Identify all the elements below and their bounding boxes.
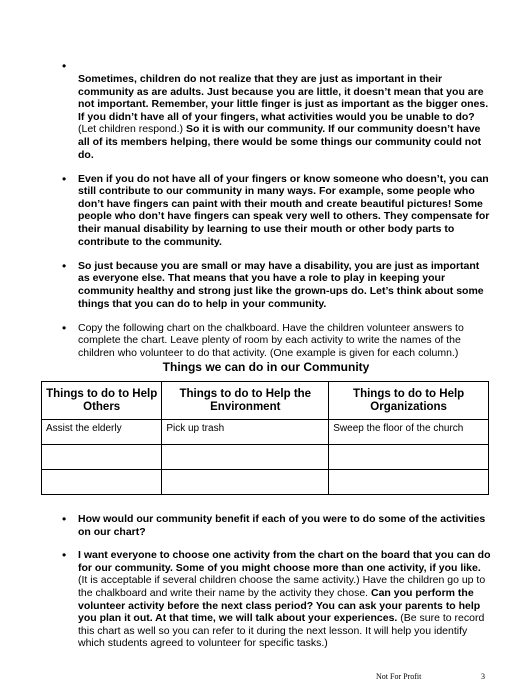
bullet-icon: • xyxy=(62,258,67,273)
instruction-list-bottom xyxy=(0,513,532,661)
text-segment: How would our community benefit if each of you were to do some of the activities on our chart? xyxy=(78,513,486,538)
text-segment: (It is acceptable if several children choose the same activity.) Have the children go up to the chalkboard and write their name by the activity they chose. xyxy=(78,574,486,599)
table-cell: Assist the elderly xyxy=(42,420,162,445)
text-segment: (Let children respond.) xyxy=(78,123,184,136)
list-item xyxy=(0,173,532,249)
table-cell: Pick up trash xyxy=(162,420,329,445)
table-header-row xyxy=(42,382,489,420)
community-activities-table xyxy=(41,381,489,495)
table-cell xyxy=(162,470,329,495)
text-segment: So it is with our community. If our community doesn’t have all of its members helping, there would be some things our community could not do. xyxy=(78,123,482,161)
text-segment: Copy the following chart on the chalkboard. Have the children volunteer answers to complete the chart. Leave plenty of room by each activity to write the names of the children who volunteer to do that activity. (One example is given for each column.) xyxy=(78,321,464,359)
page-number: 3 xyxy=(481,672,485,681)
table-row xyxy=(42,470,489,495)
column-header-others: Things to do to Help Others xyxy=(42,382,162,420)
instruction-list-top xyxy=(0,60,532,371)
column-header-organizations: Things to do to Help Organizations xyxy=(329,382,489,420)
bullet-icon: • xyxy=(62,171,67,186)
table-cell xyxy=(42,470,162,495)
table-cell xyxy=(162,445,329,470)
list-item xyxy=(0,260,532,310)
table-row xyxy=(42,445,489,470)
text-segment: I want everyone to choose one activity from the chart on the board that you can do for our community. Some of you might choose more than one activity, if you like. xyxy=(78,549,491,574)
text-segment: So just because you are small or may have a disability, you are just as important as everyone else. That means that you have a role to play in keeping your community healthy and strong just like the grown-ups do. Let’s think about some things that you can do to help in your community. xyxy=(78,259,484,310)
text-segment: Can you perform the volunteer activity before the next class period? You can ask your parents to help you plan it out. At that time, we will talk about your experiences. xyxy=(78,586,481,625)
table-cell xyxy=(329,445,489,470)
column-header-environment: Things to do to Help the Environment xyxy=(162,382,329,420)
footer-text: Not For Profit xyxy=(376,672,422,681)
bullet-icon: • xyxy=(62,320,67,335)
chart-title: Things we can do in our Community xyxy=(162,360,370,374)
bullet-icon: • xyxy=(62,512,67,526)
table-cell xyxy=(329,470,489,495)
list-item xyxy=(0,60,532,161)
text-segment: Even if you do not have all of your fingers or know someone who doesn’t, you can still contribute to our community in many ways. For example, some people who don’t have fingers can paint with their mouth and create beautiful pictures! Some people who don’t have fingers can speak very well to others. They compensate for their manual disability by learning to use their mouth or other body parts to contribute to the community. xyxy=(78,172,490,248)
list-item xyxy=(0,513,532,538)
table-row xyxy=(42,420,489,445)
list-item xyxy=(0,322,532,360)
bullet-icon: • xyxy=(62,548,67,563)
text-segment: (Be sure to record this chart as well so you can refer to it during the next lesson. It will help you identify which students agreed to volunteer for specific tasks.) xyxy=(78,612,485,650)
bullet-icon: • xyxy=(62,59,67,73)
table-cell: Sweep the floor of the church xyxy=(329,420,489,445)
table-cell xyxy=(42,445,162,470)
list-item xyxy=(0,549,532,650)
text-segment: Sometimes, children do not realize that they are just as important in their community as are adults. Just because you are little, it doesn’t mean that you are not important. Remember, your little finger is just as important as the bigger ones. If you didn’t have all of your fingers, what activities would you be unable to do? xyxy=(78,73,489,123)
